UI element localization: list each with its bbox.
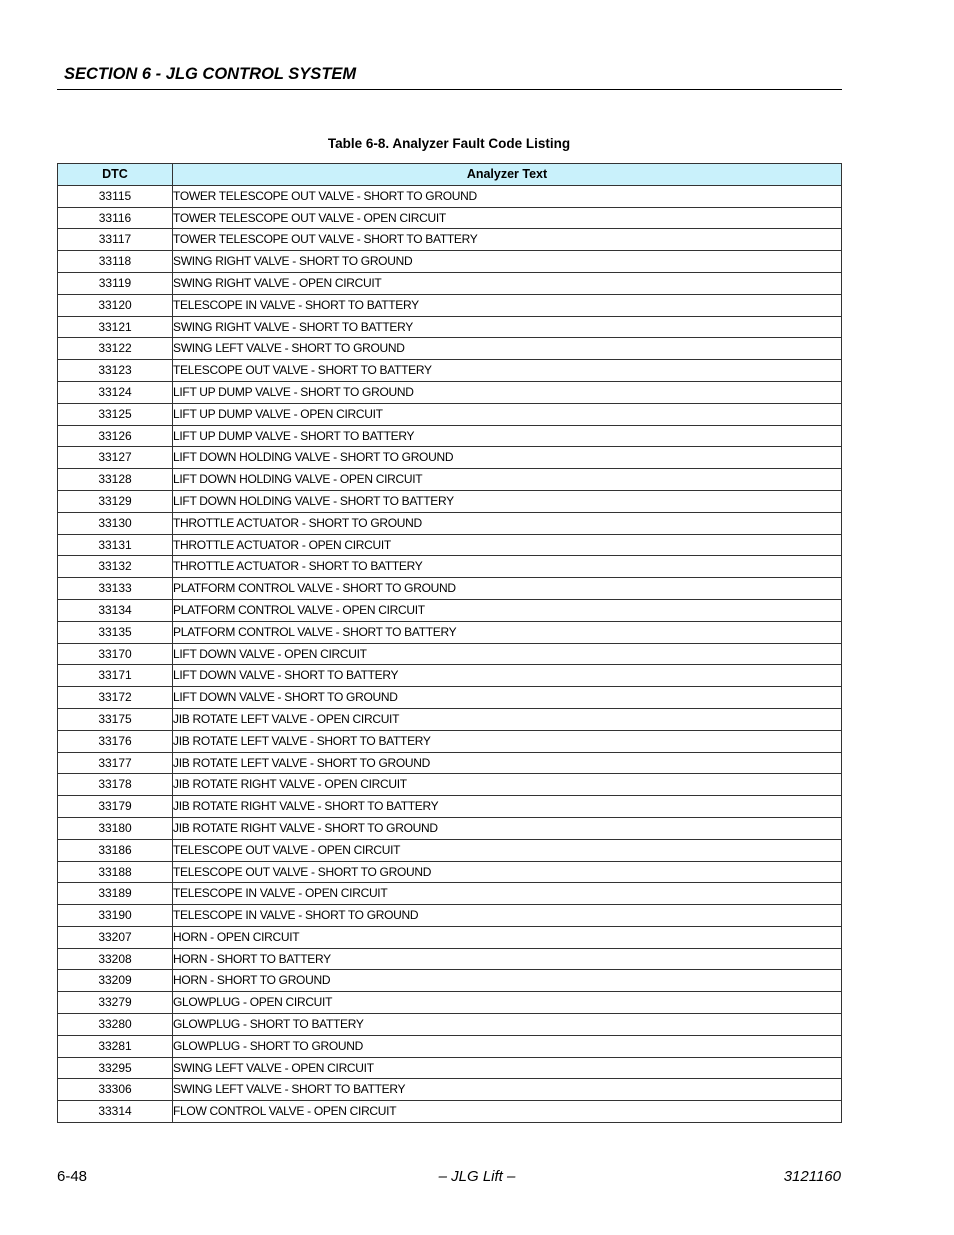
- analyzer-text-cell: SWING RIGHT VALVE - SHORT TO GROUND: [173, 251, 842, 273]
- table-row: [58, 316, 842, 338]
- analyzer-text-cell: THROTTLE ACTUATOR - OPEN CIRCUIT: [173, 534, 842, 556]
- dtc-cell: 33122: [58, 338, 173, 360]
- page-number: 6-48: [57, 1168, 88, 1185]
- table-row: [58, 1079, 842, 1101]
- table-row: [58, 883, 842, 905]
- table-header-row: [58, 164, 842, 186]
- column-header-analyzer-text: Analyzer Text: [173, 164, 842, 186]
- table-row: [58, 490, 842, 512]
- analyzer-text-cell: TELESCOPE IN VALVE - OPEN CIRCUIT: [173, 883, 842, 905]
- table-row: [58, 403, 842, 425]
- table-row: [58, 992, 842, 1014]
- analyzer-text-cell: THROTTLE ACTUATOR - SHORT TO GROUND: [173, 512, 842, 534]
- analyzer-text-cell: GLOWPLUG - SHORT TO GROUND: [173, 1035, 842, 1057]
- dtc-cell: 33207: [58, 926, 173, 948]
- analyzer-text-cell: FLOW CONTROL VALVE - OPEN CIRCUIT: [173, 1101, 842, 1123]
- table-row: [58, 185, 842, 207]
- table-row: [58, 1035, 842, 1057]
- table-caption: Table 6-8. Analyzer Fault Code Listing: [327, 136, 571, 151]
- dtc-cell: 33180: [58, 817, 173, 839]
- analyzer-text-cell: TOWER TELESCOPE OUT VALVE - SHORT TO GROUND: [173, 185, 842, 207]
- analyzer-text-cell: JIB ROTATE LEFT VALVE - SHORT TO GROUND: [173, 752, 842, 774]
- analyzer-text-cell: JIB ROTATE RIGHT VALVE - SHORT TO BATTERY: [173, 796, 842, 818]
- table-row: [58, 447, 842, 469]
- dtc-cell: 33121: [58, 316, 173, 338]
- dtc-cell: 33306: [58, 1079, 173, 1101]
- dtc-cell: 33129: [58, 490, 173, 512]
- dtc-cell: 33128: [58, 469, 173, 491]
- dtc-cell: 33186: [58, 839, 173, 861]
- analyzer-text-cell: SWING LEFT VALVE - SHORT TO GROUND: [173, 338, 842, 360]
- analyzer-text-cell: PLATFORM CONTROL VALVE - SHORT TO GROUND: [173, 578, 842, 600]
- dtc-cell: 33170: [58, 643, 173, 665]
- dtc-cell: 33134: [58, 599, 173, 621]
- dtc-cell: 33179: [58, 796, 173, 818]
- analyzer-text-cell: TELESCOPE IN VALVE - SHORT TO GROUND: [173, 905, 842, 927]
- table-row: [58, 1101, 842, 1123]
- fault-code-table: [57, 163, 842, 1123]
- dtc-cell: 33189: [58, 883, 173, 905]
- analyzer-text-cell: SWING RIGHT VALVE - OPEN CIRCUIT: [173, 272, 842, 294]
- table-row: [58, 599, 842, 621]
- analyzer-text-cell: LIFT DOWN VALVE - OPEN CIRCUIT: [173, 643, 842, 665]
- section-title: SECTION 6 - JLG CONTROL SYSTEM: [64, 65, 357, 83]
- dtc-cell: 33208: [58, 948, 173, 970]
- table-row: [58, 839, 842, 861]
- analyzer-text-cell: TELESCOPE IN VALVE - SHORT TO BATTERY: [173, 294, 842, 316]
- analyzer-text-cell: TELESCOPE OUT VALVE - SHORT TO GROUND: [173, 861, 842, 883]
- dtc-cell: 33314: [58, 1101, 173, 1123]
- analyzer-text-cell: LIFT UP DUMP VALVE - SHORT TO GROUND: [173, 381, 842, 403]
- dtc-cell: 33126: [58, 425, 173, 447]
- table-row: [58, 338, 842, 360]
- dtc-cell: 33116: [58, 207, 173, 229]
- analyzer-text-cell: HORN - OPEN CIRCUIT: [173, 926, 842, 948]
- table-row: [58, 643, 842, 665]
- table-row: [58, 207, 842, 229]
- table-row: [58, 665, 842, 687]
- analyzer-text-cell: TELESCOPE OUT VALVE - OPEN CIRCUIT: [173, 839, 842, 861]
- table-row: [58, 1014, 842, 1036]
- analyzer-text-cell: LIFT UP DUMP VALVE - OPEN CIRCUIT: [173, 403, 842, 425]
- dtc-cell: 33280: [58, 1014, 173, 1036]
- dtc-cell: 33279: [58, 992, 173, 1014]
- table-row: [58, 621, 842, 643]
- table-row: [58, 381, 842, 403]
- dtc-cell: 33132: [58, 556, 173, 578]
- analyzer-text-cell: PLATFORM CONTROL VALVE - SHORT TO BATTERY: [173, 621, 842, 643]
- dtc-cell: 33125: [58, 403, 173, 425]
- table-row: [58, 294, 842, 316]
- dtc-cell: 33281: [58, 1035, 173, 1057]
- analyzer-text-cell: LIFT DOWN HOLDING VALVE - SHORT TO BATTERY: [173, 490, 842, 512]
- table-row: [58, 774, 842, 796]
- analyzer-text-cell: SWING RIGHT VALVE - SHORT TO BATTERY: [173, 316, 842, 338]
- table-body: [58, 185, 842, 1122]
- table-row: [58, 752, 842, 774]
- dtc-cell: 33295: [58, 1057, 173, 1079]
- table-row: [58, 708, 842, 730]
- analyzer-text-cell: SWING LEFT VALVE - OPEN CIRCUIT: [173, 1057, 842, 1079]
- analyzer-text-cell: JIB ROTATE RIGHT VALVE - OPEN CIRCUIT: [173, 774, 842, 796]
- table-row: [58, 861, 842, 883]
- dtc-cell: 33172: [58, 687, 173, 709]
- analyzer-text-cell: SWING LEFT VALVE - SHORT TO BATTERY: [173, 1079, 842, 1101]
- table-row: [58, 229, 842, 251]
- analyzer-text-cell: GLOWPLUG - OPEN CIRCUIT: [173, 992, 842, 1014]
- dtc-cell: 33133: [58, 578, 173, 600]
- analyzer-text-cell: JIB ROTATE LEFT VALVE - SHORT TO BATTERY: [173, 730, 842, 752]
- dtc-cell: 33123: [58, 360, 173, 382]
- table-row: [58, 905, 842, 927]
- dtc-cell: 33131: [58, 534, 173, 556]
- dtc-cell: 33171: [58, 665, 173, 687]
- table-row: [58, 534, 842, 556]
- table-row: [58, 926, 842, 948]
- analyzer-text-cell: LIFT DOWN HOLDING VALVE - OPEN CIRCUIT: [173, 469, 842, 491]
- document-number: 3121160: [783, 1168, 841, 1185]
- footer-center-text: – JLG Lift –: [438, 1168, 516, 1185]
- table-row: [58, 730, 842, 752]
- analyzer-text-cell: HORN - SHORT TO GROUND: [173, 970, 842, 992]
- dtc-cell: 33119: [58, 272, 173, 294]
- table-row: [58, 469, 842, 491]
- table-row: [58, 556, 842, 578]
- analyzer-text-cell: TOWER TELESCOPE OUT VALVE - SHORT TO BATTERY: [173, 229, 842, 251]
- analyzer-text-cell: LIFT UP DUMP VALVE - SHORT TO BATTERY: [173, 425, 842, 447]
- table-row: [58, 360, 842, 382]
- analyzer-text-cell: JIB ROTATE RIGHT VALVE - SHORT TO GROUND: [173, 817, 842, 839]
- analyzer-text-cell: LIFT DOWN VALVE - SHORT TO GROUND: [173, 687, 842, 709]
- table-row: [58, 817, 842, 839]
- dtc-cell: 33178: [58, 774, 173, 796]
- column-header-dtc: DTC: [58, 164, 173, 186]
- table-row: [58, 970, 842, 992]
- dtc-cell: 33176: [58, 730, 173, 752]
- dtc-cell: 33130: [58, 512, 173, 534]
- dtc-cell: 33118: [58, 251, 173, 273]
- table-row: [58, 578, 842, 600]
- dtc-cell: 33175: [58, 708, 173, 730]
- table-row: [58, 251, 842, 273]
- table-row: [58, 272, 842, 294]
- analyzer-text-cell: JIB ROTATE LEFT VALVE - OPEN CIRCUIT: [173, 708, 842, 730]
- analyzer-text-cell: TELESCOPE OUT VALVE - SHORT TO BATTERY: [173, 360, 842, 382]
- dtc-cell: 33209: [58, 970, 173, 992]
- dtc-cell: 33177: [58, 752, 173, 774]
- dtc-cell: 33190: [58, 905, 173, 927]
- analyzer-text-cell: LIFT DOWN HOLDING VALVE - SHORT TO GROUND: [173, 447, 842, 469]
- dtc-cell: 33127: [58, 447, 173, 469]
- analyzer-text-cell: HORN - SHORT TO BATTERY: [173, 948, 842, 970]
- dtc-cell: 33188: [58, 861, 173, 883]
- table-row: [58, 1057, 842, 1079]
- dtc-cell: 33120: [58, 294, 173, 316]
- dtc-cell: 33115: [58, 185, 173, 207]
- table-row: [58, 948, 842, 970]
- dtc-cell: 33124: [58, 381, 173, 403]
- analyzer-text-cell: LIFT DOWN VALVE - SHORT TO BATTERY: [173, 665, 842, 687]
- dtc-cell: 33135: [58, 621, 173, 643]
- dtc-cell: 33117: [58, 229, 173, 251]
- header-rule: [57, 89, 842, 90]
- table-row: [58, 687, 842, 709]
- table-row: [58, 512, 842, 534]
- analyzer-text-cell: GLOWPLUG - SHORT TO BATTERY: [173, 1014, 842, 1036]
- analyzer-text-cell: TOWER TELESCOPE OUT VALVE - OPEN CIRCUIT: [173, 207, 842, 229]
- table-row: [58, 425, 842, 447]
- analyzer-text-cell: PLATFORM CONTROL VALVE - OPEN CIRCUIT: [173, 599, 842, 621]
- analyzer-text-cell: THROTTLE ACTUATOR - SHORT TO BATTERY: [173, 556, 842, 578]
- table-row: [58, 796, 842, 818]
